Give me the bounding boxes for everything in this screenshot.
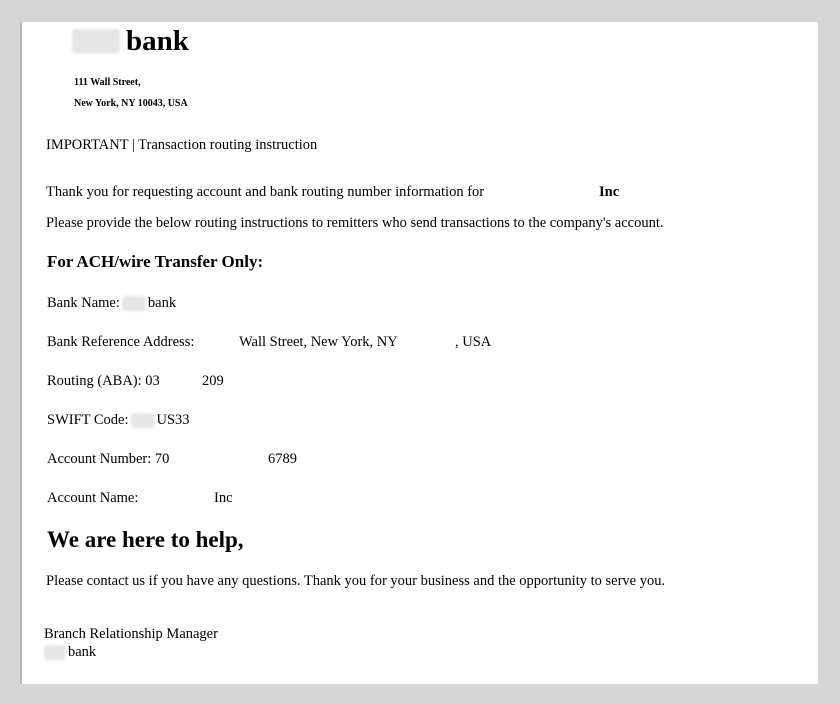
redacted-name	[72, 29, 120, 53]
letter-page	[22, 22, 818, 684]
routing-value-end: 209	[202, 373, 224, 389]
swift-value: US33	[156, 412, 190, 428]
redacted-name	[44, 645, 66, 660]
section-title: For ACH/wire Transfer Only:	[47, 252, 264, 271]
account-name-value: Inc	[214, 490, 233, 506]
redacted-code	[131, 413, 155, 428]
bank-logo	[72, 25, 189, 58]
intro-line-2: Please provide the below routing instructions to remitters who send transactions to the company's account.	[46, 215, 664, 231]
routing-label: Routing (ABA): 03	[47, 373, 160, 389]
bank-logo-text: bank	[126, 25, 189, 57]
account-number-end: 6789	[268, 451, 297, 467]
company-suffix: Inc	[599, 184, 620, 200]
field-swift	[47, 412, 190, 429]
redacted-name	[122, 296, 146, 311]
contact-text: Please contact us if you have any questions. Thank you for your business and the opportunity to serve you.	[46, 573, 666, 589]
bank-name-label: Bank Name:	[47, 295, 120, 311]
bank-name-value: bank	[147, 295, 177, 311]
account-name-label: Account Name:	[47, 490, 139, 506]
subject-line: IMPORTANT | Transaction routing instruction	[46, 137, 318, 153]
signature-bank	[44, 644, 96, 661]
field-bank-name	[47, 295, 176, 312]
signature-bank-name: bank	[68, 644, 97, 660]
account-number-label: Account Number: 70	[47, 451, 170, 467]
address-line-2: New York, NY 10043, USA	[74, 98, 188, 109]
bank-address-value-2: , USA	[455, 334, 492, 350]
bank-address-value-1: Wall Street, New York, NY	[239, 334, 398, 350]
intro-line-1: Thank you for requesting account and bank routing number information for	[46, 184, 485, 200]
swift-label: SWIFT Code:	[47, 412, 129, 428]
help-title: We are here to help,	[47, 527, 244, 552]
signature-title: Branch Relationship Manager	[44, 626, 218, 642]
bank-address-label: Bank Reference Address:	[47, 334, 195, 350]
address-line-1: 111 Wall Street,	[74, 77, 141, 88]
